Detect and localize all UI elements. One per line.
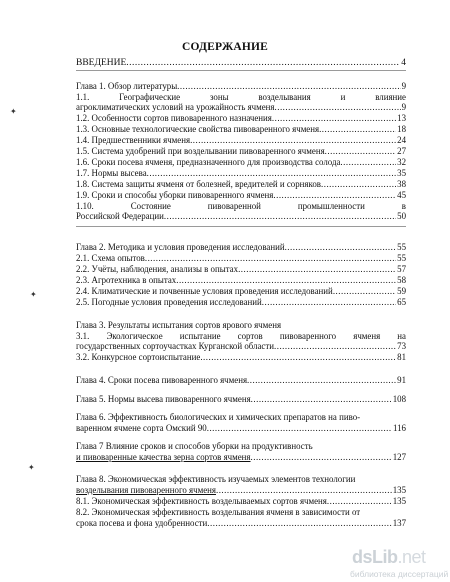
toc-entry-text: Глава 2. Методика и условия проведения исследований	[76, 242, 285, 252]
leader-dots	[285, 242, 397, 252]
toc-entry-text: государственных сортоучастках Курганской области	[76, 341, 274, 351]
toc-entry-text: 1.1. Географические зоны возделывания и влияние	[76, 92, 406, 102]
toc-entry-text: 2.3. Агротехника в опытах	[76, 275, 177, 285]
toc-entry-text: Глава 6. Эффективность биологических и химических препаратов на пиво-	[76, 412, 361, 422]
toc-chapter-7[interactable]	[76, 441, 406, 451]
toc-section-8-2-cont[interactable]	[76, 518, 406, 528]
toc-page-number: 57	[397, 264, 406, 274]
toc-entry-text: Глава 1. Обзор литературы	[76, 81, 178, 91]
toc-entry-text: варенном ячмене сорта Омский 90	[76, 423, 207, 433]
toc-page-number: 81	[397, 352, 406, 362]
leader-dots	[126, 58, 400, 68]
toc-page-number: 59	[397, 286, 406, 296]
toc-page-number: 13	[397, 113, 406, 123]
toc-entry-text: ВВЕДЕНИЕ	[76, 58, 127, 68]
toc-section-3-2[interactable]	[76, 352, 406, 362]
toc-entry-text: 1.4. Предшественники ячменя	[76, 135, 191, 145]
toc-page-number: 4	[401, 58, 406, 68]
toc-entry-text: 2.5. Погодные условия проведения исследований	[76, 297, 262, 307]
leader-dots	[327, 496, 392, 506]
toc-page-number: 137	[392, 518, 406, 528]
toc-entry-text: 3.1. Экологическое испытание сортов пивоваренного ячменя на	[76, 331, 406, 341]
toc-section-1-7[interactable]	[76, 168, 406, 178]
toc-section-1-1[interactable]	[76, 92, 406, 102]
toc-entry-text: 1.10. Состояние пивоваренной промышленности в	[76, 201, 406, 211]
toc-page-number: 65	[397, 297, 406, 307]
toc-section-1-1-cont[interactable]	[76, 102, 406, 112]
toc-section-2-1[interactable]	[76, 253, 406, 263]
leader-dots	[207, 423, 392, 433]
scan-mark: ✦	[10, 107, 17, 116]
toc-chapter-3[interactable]	[76, 320, 406, 330]
toc-section-2-4[interactable]	[76, 286, 406, 296]
leader-dots	[164, 211, 396, 221]
toc-section-1-4[interactable]	[76, 135, 406, 145]
leader-dots	[176, 275, 396, 285]
toc-chapter-4[interactable]	[76, 375, 406, 385]
toc-page-number: 27	[397, 146, 406, 156]
toc-section-8-1[interactable]	[76, 496, 406, 506]
toc-entry-text: 3.2. Конкурсное сортоиспытание	[76, 352, 201, 362]
toc-entry-text: Глава 4. Сроки посева пивоваренного ячменя	[76, 375, 248, 385]
toc-entry-text: Глава 8. Экономическая эффективность изучаемых элементов технологии	[76, 474, 356, 484]
toc-entry-text: 8.2. Экономическая эффективность возделывания ячменя в зависимости от	[76, 507, 361, 517]
toc-entry-text: 2.4. Климатические и почвенные условия проведения исследований	[76, 286, 333, 296]
toc-page-number: 24	[397, 135, 406, 145]
toc-entry-text: 1.5. Система удобрений при возделывании пивоваренного ячменя	[76, 146, 325, 156]
leader-dots	[274, 341, 396, 351]
toc-entry-text: агроклиматических условий на урожайность ячменя	[76, 102, 275, 112]
toc-entry-text: Глава 3. Результаты испытания сортов ярового ячменя	[76, 320, 282, 330]
toc-entry-text: 1.6. Сроки посева ячменя, предназначенного для производства солода	[76, 157, 341, 167]
toc-page-number: 55	[397, 242, 406, 252]
toc-entry-text: 1.7. Нормы высева	[76, 168, 147, 178]
toc-entry-text: Глава 5. Нормы высева пивоваренного ячменя	[76, 394, 251, 404]
toc-page-number: 35	[397, 168, 406, 178]
toc-entry-text: 1.2. Особенности сортов пивоваренного назначения	[76, 113, 272, 123]
toc-page-number: 50	[397, 211, 406, 221]
leader-dots	[319, 124, 396, 134]
leader-dots	[333, 286, 396, 296]
toc-page-number: 32	[397, 157, 406, 167]
leader-dots	[177, 81, 400, 91]
toc-entry-text: 1.3. Основные технологические свойства пивоваренного ячменя	[76, 124, 320, 134]
toc-chapter-8-cont[interactable]	[76, 485, 406, 495]
toc-section-2-3[interactable]	[76, 275, 406, 285]
toc-page-number: 58	[397, 275, 406, 285]
toc-chapter-7-cont[interactable]	[76, 452, 406, 462]
leader-dots	[238, 264, 396, 274]
toc-intro[interactable]	[76, 58, 406, 68]
watermark	[346, 547, 450, 582]
toc-page-number: 135	[392, 485, 406, 495]
toc-entry-text: срока посева и фона удобренности	[76, 518, 208, 528]
page-title: СОДЕРЖАНИЕ	[181, 41, 269, 53]
leader-dots	[251, 394, 392, 404]
toc-chapter-2[interactable]	[76, 242, 406, 252]
leader-dots	[321, 179, 396, 189]
toc-page-number: 38	[397, 179, 406, 189]
toc-section-1-10[interactable]	[76, 201, 406, 211]
toc-chapter-6-cont[interactable]	[76, 423, 406, 433]
leader-dots	[272, 113, 396, 123]
toc-page-number: 9	[401, 81, 406, 91]
toc-section-3-1[interactable]	[76, 331, 406, 341]
watermark-subtitle: библиотека диссертаций	[350, 569, 449, 579]
leader-dots	[190, 135, 396, 145]
leader-dots	[340, 157, 396, 167]
toc-entry-text: 1.8. Система защиты ячменя от болезней, вредителей и сорняков	[76, 179, 321, 189]
leader-dots	[216, 485, 392, 495]
toc-section-1-6[interactable]	[76, 157, 406, 167]
toc-section-8-2[interactable]	[76, 507, 406, 517]
toc-section-1-3[interactable]	[76, 124, 406, 134]
toc-page-number: 135	[392, 496, 406, 506]
toc-page-number: 116	[393, 423, 406, 433]
toc-entry-text: 8.1. Экономическая эффективность возделываемых сортов ячменя	[76, 496, 327, 506]
watermark-logo: dsLib.net	[352, 547, 426, 567]
toc-entry-text: 1.9. Сроки и способы уборки пивоваренного ячменя	[76, 190, 274, 200]
leader-dots	[251, 452, 392, 462]
toc-page-number: 18	[397, 124, 406, 134]
toc-page-number: 45	[397, 190, 406, 200]
toc-entry-text: 2.2. Учёты, наблюдения, анализы в опытах	[76, 264, 239, 274]
scan-mark: ✦	[30, 290, 37, 299]
leader-dots	[207, 518, 391, 528]
leader-dots	[262, 297, 396, 307]
toc-section-2-2[interactable]	[76, 264, 406, 274]
toc-entry-text: и пивоваренные качества зерна сортов ячменя	[76, 452, 251, 462]
toc-page-number: 91	[397, 375, 406, 385]
toc-page-number: 55	[397, 253, 406, 263]
leader-dots	[275, 102, 401, 112]
toc-chapter-6[interactable]	[76, 412, 406, 422]
scan-mark: ✦	[28, 463, 35, 472]
separator	[76, 226, 406, 227]
toc-section-1-9[interactable]	[76, 190, 406, 200]
leader-dots	[325, 146, 396, 156]
toc-section-1-2[interactable]	[76, 113, 406, 123]
toc-entry-text: Российской Федерации	[76, 211, 164, 221]
toc-chapter-1[interactable]	[76, 81, 406, 91]
toc-entry-text: возделывания пивоваренного ячменя	[76, 485, 216, 495]
leader-dots	[147, 168, 396, 178]
leader-dots	[273, 190, 396, 200]
toc-section-1-8[interactable]	[76, 179, 406, 189]
toc-entry-text: Глава 7 Влияние сроков и способов уборки на продуктивность	[76, 441, 313, 451]
leader-dots	[247, 375, 396, 385]
toc-page-number: 108	[392, 394, 406, 404]
toc-page-number: 9	[401, 102, 406, 112]
toc-section-2-5[interactable]	[76, 297, 406, 307]
toc-section-1-5[interactable]	[76, 146, 406, 156]
toc-chapter-5[interactable]	[76, 394, 406, 404]
leader-dots	[200, 352, 396, 362]
leader-dots	[145, 253, 396, 263]
toc-entry-text: 2.1. Схема опытов	[76, 253, 145, 263]
separator	[76, 70, 406, 71]
toc-chapter-8[interactable]	[76, 474, 406, 484]
toc-section-3-1-cont[interactable]	[76, 341, 406, 351]
toc-page-number: 73	[397, 341, 406, 351]
toc-page-number: 127	[392, 452, 406, 462]
toc-section-1-10-cont[interactable]	[76, 211, 406, 221]
